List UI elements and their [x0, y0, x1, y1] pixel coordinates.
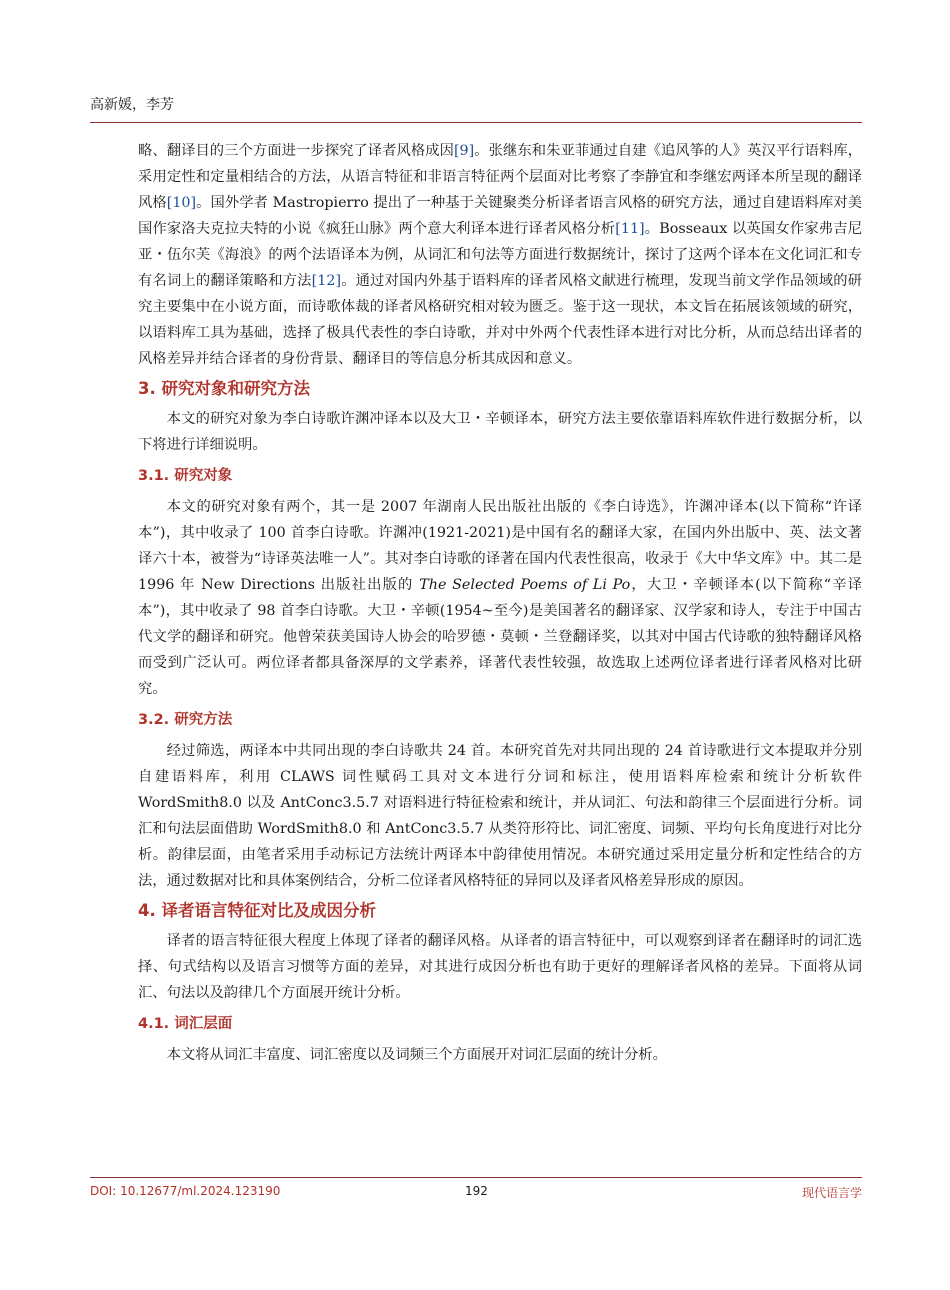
- citation-link[interactable]: [9]: [453, 143, 475, 159]
- footer-doi[interactable]: DOI: 10.12677/ml.2024.123190: [90, 1184, 281, 1198]
- section-paragraph: 本文的研究对象有两个，其一是 2007 年湖南人民出版社出版的《李白诗选》，许渊冲译本(以下简称“许译本”)，其中收录了 100 首李白诗歌。许渊冲(1921-2021)是中国有名的翻译大家，在国内外出版中、英、法文著译六十本，被誉为“诗译英法唯一人”。其对李白诗歌的译著在国内代表性很高，收录于《大中华文库》中。其二是 1996 年 New Directions 出版社出版的 The Selected Poems of Li Po，大卫・辛顿译本(以下简称“辛译本”)，其中收录了 98 首李白诗歌。大卫・辛顿(1954~至今)是美国著名的翻译家、汉学家和诗人，专注于中国古代文学的翻译和研究。他曾荣获美国诗人协会的哈罗德・莫顿・兰登翻译奖，以其对中国古代诗歌的独特翻译风格而受到广泛认可。两位译者都具备深厚的文学素养，译著代表性较强，故选取上述两位译者进行译者风格对比研究。: [138, 499, 862, 697]
- section-paragraph: 本文将从词汇丰富度、词汇密度以及词频三个方面展开对词汇层面的统计分析。: [166, 1047, 667, 1063]
- article-body: [138, 138, 862, 1068]
- section-paragraph: 经过筛选，两译本中共同出现的李白诗歌共 24 首。本研究首先对共同出现的 24 首诗歌进行文本提取并分别自建语料库，利用 CLAWS 词性赋码工具对文本进行分词和标注，使用语料库检索和统计分析软件 WordSmith8.0 以及 AntConc3.5.7 对语料进行特征检索和统计，并从词汇、句法和韵律三个层面进行分析。词汇和句法层面借助 WordSmith8.0 和 AntConc3.5.7 从类符形符比、词汇密度、词频、平均句长角度进行对比分析。韵律层面，由笔者采用手动标记方法统计两译本中韵律使用情况。本研究通过采用定量分析和定性结合的方法，通过数据对比和具体案例结合，分析二位译者风格特征的异同以及译者风格差异形成的原因。: [138, 743, 862, 889]
- running-header-authors: 高新媛，李芳: [90, 97, 174, 113]
- footer-divider: [90, 1177, 862, 1178]
- subsection-heading: 3.2. 研究方法: [138, 712, 233, 728]
- subsection-heading: 3.1. 研究对象: [138, 468, 233, 484]
- intro-paragraph: 略、翻译目的三个方面进一步探究了译者风格成因[9]。张继东和朱亚菲通过自建《追风筝的人》英汉平行语料库，采用定性和定量相结合的方法，从语言特征和非语言特征两个层面对比考察了李静宜和李继宏两译本所呈现的翻译风格[10]。国外学者 Mastropierro 提出了一种基于关键聚类分析译者语言风格的研究方法，通过自建语料库对美国作家洛夫克拉夫特的小说《疯狂山脉》两个意大利译本进行译者风格分析[11]。Bosseaux 以英国女作家弗吉尼亚・伍尔芙《海浪》的两个法语译本为例，从词汇和句法等方面进行数据统计，探讨了这两个译本在文化词汇和专有名词上的翻译策略和方法[12]。通过对国内外基于语料库的译者风格文献进行梳理，发现当前文学作品领域的研究主要集中在小说方面，而诗歌体裁的译者风格研究相对较为匮乏。鉴于这一现状，本文旨在拓展该领域的研究，以语料库工具为基础，选择了极具代表性的李白诗歌，并对中外两个代表性译本进行对比分析，从而总结出译者的风格差异并结合译者的身份背景、翻译目的等信息分析其成因和意义。: [138, 143, 863, 367]
- citation-link[interactable]: [12]: [311, 273, 342, 289]
- citation-link[interactable]: [10]: [166, 195, 197, 211]
- section-heading: 3. 研究对象和研究方法: [138, 379, 310, 398]
- page-number: 192: [465, 1184, 488, 1198]
- section-paragraph: 本文的研究对象为李白诗歌许渊冲译本以及大卫・辛顿译本，研究方法主要依靠语料库软件进行数据分析，以下将进行详细说明。: [138, 411, 862, 453]
- section-paragraph: 译者的语言特征很大程度上体现了译者的翻译风格。从译者的语言特征中，可以观察到译者在翻译时的词汇选择、句式结构以及语言习惯等方面的差异，对其进行成因分析也有助于更好的理解译者风格的差异。下面将从词汇、句法以及韵律几个方面展开统计分析。: [138, 933, 862, 1001]
- book-title: The Selected Poems of Li Po: [419, 577, 631, 593]
- subsection-heading: 4.1. 词汇层面: [138, 1016, 233, 1032]
- citation-link[interactable]: [11]: [615, 221, 645, 237]
- header-divider: [90, 122, 862, 123]
- section-heading: 4. 译者语言特征对比及成因分析: [138, 901, 376, 920]
- footer-journal-name: 现代语言学: [801, 1186, 862, 1200]
